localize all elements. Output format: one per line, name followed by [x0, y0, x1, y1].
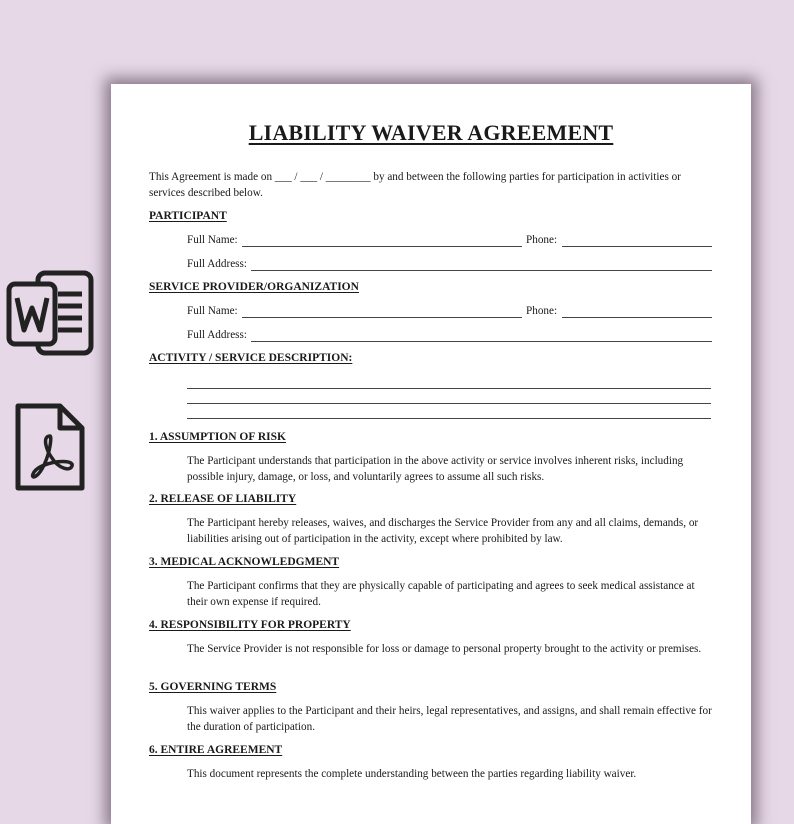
section-text: The Participant confirms that they are physically capable of participating and agrees to seek medical assistance at their own expense if required.	[187, 580, 695, 608]
provider-phone-label: Phone:	[526, 305, 558, 317]
intro-text: This Agreement is made on ___ / ___ / ________ by and between the following parties for participation in activities or services described below.	[149, 171, 681, 199]
pdf-doc-icon	[12, 402, 88, 494]
section-text: The Participant hereby releases, waives, and discharges the Service Provider from any and all claims, demands, or liabilities arising out of participation in the activity, except where prohibited by law.	[187, 517, 699, 545]
participant-phone-label: Phone:	[526, 234, 558, 246]
section-heading: 6. ENTIRE AGREEMENT	[149, 744, 283, 756]
provider-name-field[interactable]	[242, 317, 522, 318]
section-heading: 1. ASSUMPTION OF RISK	[149, 431, 286, 443]
provider-heading: SERVICE PROVIDER/ORGANIZATION	[149, 281, 359, 293]
word-doc-icon	[6, 270, 94, 358]
participant-address-field[interactable]	[251, 270, 712, 271]
participant-address-label: Full Address:	[187, 258, 247, 270]
provider-address-field[interactable]	[251, 341, 712, 342]
section-text: This waiver applies to the Participant and their heirs, legal representatives, and assigns, and shall remain effective for the duration of participation.	[187, 705, 712, 733]
provider-phone-field[interactable]	[562, 317, 712, 318]
activity-description-line[interactable]	[187, 388, 711, 389]
participant-name-label: Full Name:	[187, 234, 238, 246]
section-heading: 4. RESPONSIBILITY FOR PROPERTY	[149, 619, 351, 631]
provider-address-label: Full Address:	[187, 329, 247, 341]
activity-description-line[interactable]	[187, 418, 711, 419]
section-text: The Participant understands that participation in the above activity or service involves inherent risks, including possible injury, damage, or loss, and voluntarily agrees to assume all such risks.	[187, 455, 684, 483]
participant-phone-field[interactable]	[562, 246, 712, 247]
section-heading: 5. GOVERNING TERMS	[149, 681, 277, 693]
participant-heading: PARTICIPANT	[149, 210, 227, 222]
section-heading: 2. RELEASE OF LIABILITY	[149, 493, 297, 505]
section-text: The Service Provider is not responsible for loss or damage to personal property brought to the activity or premises.	[187, 643, 702, 655]
section-heading: 3. MEDICAL ACKNOWLEDGMENT	[149, 556, 340, 568]
activity-description-line[interactable]	[187, 403, 711, 404]
provider-name-label: Full Name:	[187, 305, 238, 317]
document-title: LIABILITY WAIVER AGREEMENT	[248, 120, 614, 145]
activity-heading: ACTIVITY / SERVICE DESCRIPTION:	[149, 352, 353, 364]
section-text: This document represents the complete understanding between the parties regarding liability waiver.	[187, 768, 637, 780]
participant-name-field[interactable]	[242, 246, 522, 247]
document-page	[111, 84, 751, 824]
